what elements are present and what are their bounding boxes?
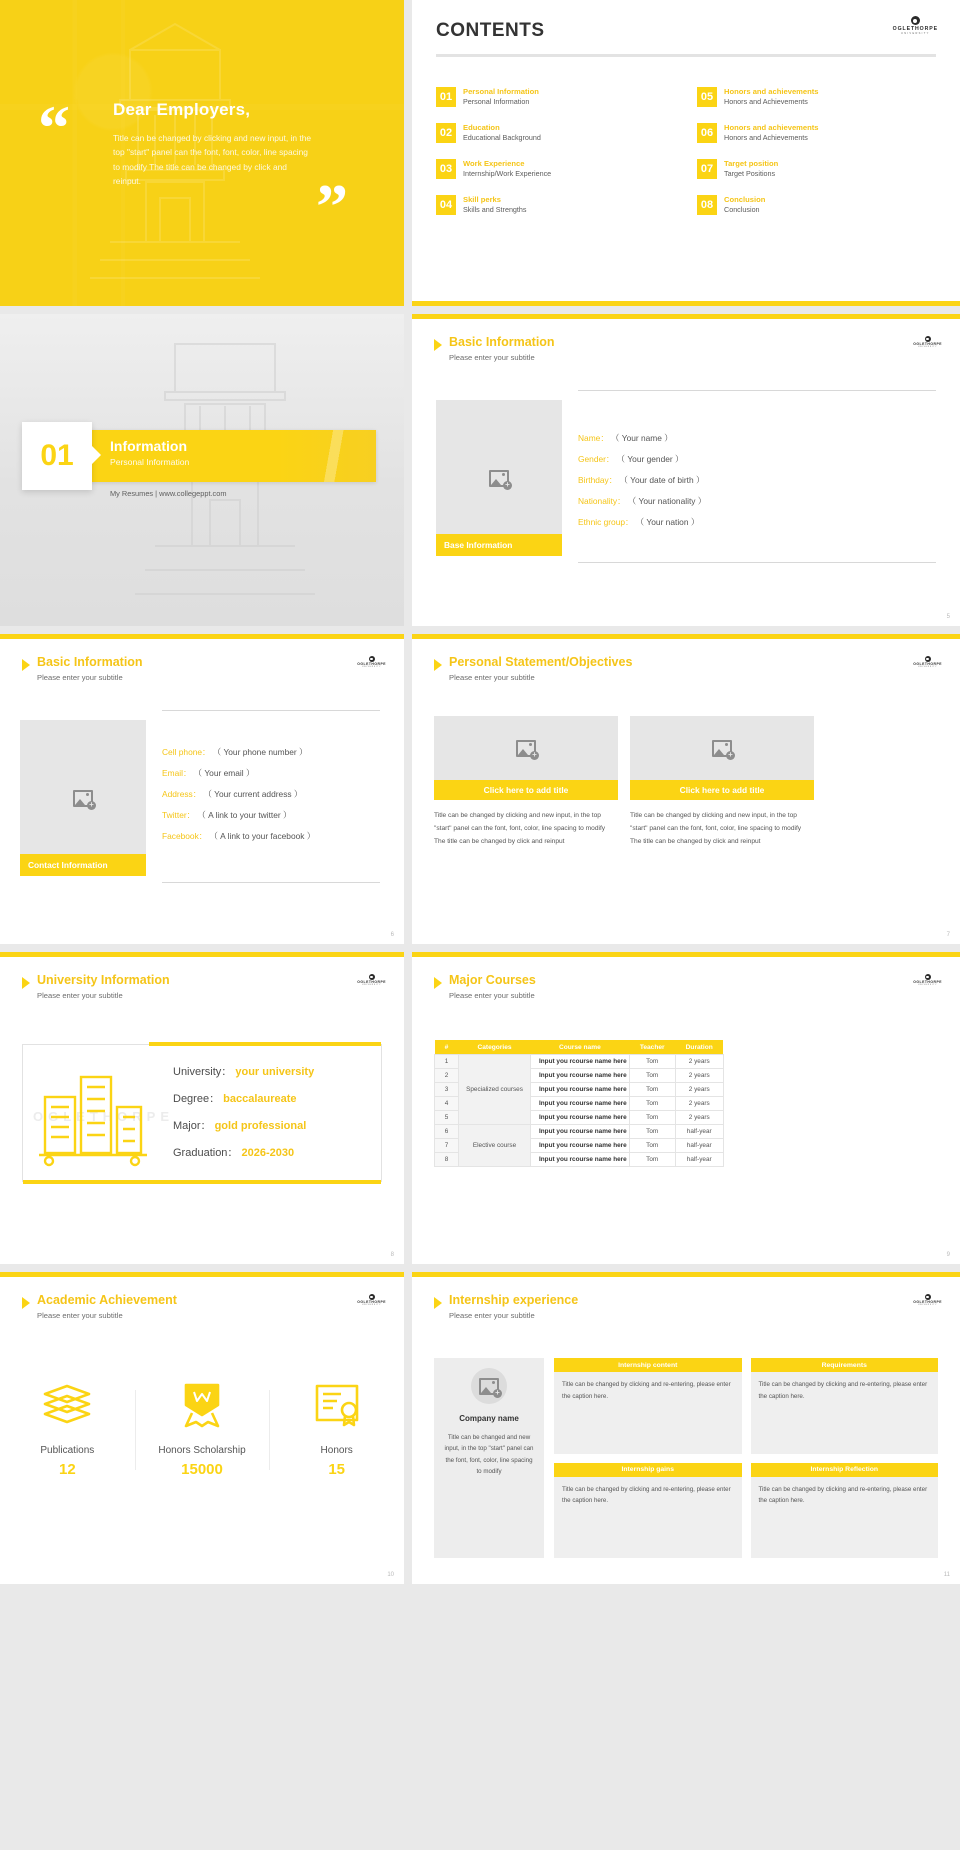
row-duration: 2 years xyxy=(675,1069,723,1083)
field-value: （ A link to your facebook ） xyxy=(209,831,316,841)
section-number: 01 xyxy=(22,422,92,490)
row-index: 4 xyxy=(435,1097,459,1111)
statement-card[interactable] xyxy=(434,716,618,849)
field-value: （ Your nation ） xyxy=(635,517,700,527)
page-number: 7 xyxy=(946,932,950,938)
company-description: Title can be changed and new input, in the top "start" panel can the font, font, color, line spacing to modify xyxy=(444,1434,534,1476)
row-course-name: Input you rcourse name here xyxy=(531,1125,630,1139)
row-teacher: Tom xyxy=(629,1125,675,1139)
card-body-text: Title can be changed by clicking and new input, in the top "start" panel can the font, font, color, line spacing to modify The title can be changed by click and reinput xyxy=(434,812,606,845)
logo-mark-icon xyxy=(925,1294,931,1300)
field-value: （ Your date of birth ） xyxy=(619,475,705,485)
stat-value: 12 xyxy=(58,1461,76,1478)
photo-caption-tag: Contact Information xyxy=(20,854,146,877)
field-row xyxy=(162,767,386,779)
column-header: Duration xyxy=(675,1040,723,1055)
achievement-stats xyxy=(0,1382,404,1478)
toc-item[interactable] xyxy=(436,195,675,215)
logo-mark-icon xyxy=(369,974,375,980)
top-accent-bar xyxy=(412,634,960,639)
row-index: 3 xyxy=(435,1083,459,1097)
field-key: Ethnic group： xyxy=(578,517,634,527)
slide-header xyxy=(434,656,632,682)
triangle-bullet-icon xyxy=(434,977,442,989)
toc-item[interactable] xyxy=(436,123,675,143)
field-row xyxy=(578,432,936,444)
stat-value: 15000 xyxy=(181,1461,223,1478)
field-key: Twitter： xyxy=(162,810,196,820)
field-row xyxy=(578,474,936,486)
table-header-row xyxy=(435,1040,724,1055)
image-placeholder-icon: + xyxy=(516,740,536,757)
row-category: Elective course xyxy=(459,1125,531,1167)
internship-cell[interactable] xyxy=(751,1358,939,1454)
slide-contents[interactable] xyxy=(412,0,960,306)
slide-university-information[interactable] xyxy=(0,952,404,1264)
toc-item[interactable] xyxy=(697,159,936,179)
logo-subtitle: UNIVERSITY xyxy=(901,32,930,36)
slide-academic-achievement[interactable] xyxy=(0,1272,404,1584)
slide-header xyxy=(22,656,143,682)
section-footer: My Resumes | www.collegeppt.com xyxy=(110,489,227,498)
contents-bottom-accent-bar xyxy=(412,301,960,306)
logo-name: OGLETHORPE xyxy=(913,342,942,346)
toc-title: Personal Information xyxy=(463,87,539,96)
page-number: 10 xyxy=(387,1572,394,1578)
toc-subtitle: Educational Background xyxy=(463,133,541,143)
field-bottom-divider xyxy=(578,562,936,563)
page-title: Academic Achievement xyxy=(37,1293,177,1307)
university-field-list xyxy=(173,1063,314,1160)
field-row xyxy=(173,1144,314,1160)
row-duration: half-year xyxy=(675,1125,723,1139)
toc-title: Honors and achievements xyxy=(724,87,819,96)
toc-subtitle: Target Positions xyxy=(724,169,776,179)
logo-subtitle: UNIVERSITY xyxy=(361,984,382,987)
toc-item[interactable] xyxy=(436,87,675,107)
triangle-bullet-icon xyxy=(434,659,442,671)
slide-header xyxy=(434,1294,578,1320)
row-duration: 2 years xyxy=(675,1055,723,1069)
toc-subtitle: Skills and Strengths xyxy=(463,205,527,215)
cell-text: Title can be changed by clicking and re-entering, please enter the caption here. xyxy=(554,1477,742,1559)
toc-subtitle: Conclusion xyxy=(724,205,760,215)
page-number: 11 xyxy=(943,1572,950,1578)
company-name: Company name xyxy=(459,1414,519,1423)
toc-title: Honors and achievements xyxy=(724,123,819,132)
university-card xyxy=(22,1044,382,1182)
row-index: 1 xyxy=(435,1055,459,1069)
field-row xyxy=(162,746,386,758)
oglethorpe-logo xyxy=(357,974,386,987)
courses-table[interactable] xyxy=(434,1040,724,1167)
photo-placeholder[interactable] xyxy=(471,1368,507,1404)
logo-name: OGLETHORPE xyxy=(357,980,386,984)
oglethorpe-logo xyxy=(357,1294,386,1307)
row-index: 8 xyxy=(435,1153,459,1167)
toc-item[interactable] xyxy=(436,159,675,179)
oglethorpe-logo xyxy=(913,974,942,987)
page-number: 9 xyxy=(946,1252,950,1258)
quote-close-icon: ” xyxy=(316,171,348,242)
slide-header xyxy=(434,974,536,1000)
field-row xyxy=(578,453,936,465)
image-placeholder-icon: + xyxy=(479,1378,499,1395)
row-teacher: Tom xyxy=(629,1153,675,1167)
page-subtitle: Please enter your subtitle xyxy=(37,672,123,682)
page-title: Basic Information xyxy=(449,335,555,349)
column-header: # xyxy=(435,1040,459,1055)
photo-placeholder[interactable] xyxy=(20,720,146,876)
row-index: 7 xyxy=(435,1139,459,1153)
row-teacher: Tom xyxy=(629,1097,675,1111)
field-row xyxy=(578,516,936,528)
toc-number: 05 xyxy=(697,87,717,107)
logo-name: OGLETHORPE xyxy=(892,26,938,32)
field-key: Degree： xyxy=(173,1093,221,1105)
oglethorpe-logo xyxy=(913,336,942,349)
stat-value: 15 xyxy=(328,1461,346,1478)
contact-field-list xyxy=(162,746,386,842)
top-accent-bar xyxy=(0,952,404,957)
logo-mark-icon xyxy=(369,1294,375,1300)
oglethorpe-logo xyxy=(913,656,942,669)
toc-number: 04 xyxy=(436,195,456,215)
oglethorpe-logo xyxy=(913,1294,942,1307)
books-icon xyxy=(39,1382,95,1428)
page-number: 8 xyxy=(390,1252,394,1258)
top-accent-bar xyxy=(412,1272,960,1277)
logo-subtitle: UNIVERSITY xyxy=(917,346,938,349)
stat-item[interactable] xyxy=(269,1382,404,1478)
row-duration: 2 years xyxy=(675,1083,723,1097)
top-accent-bar xyxy=(412,952,960,957)
contents-list xyxy=(436,87,936,215)
row-index: 6 xyxy=(435,1125,459,1139)
toc-title: Target position xyxy=(724,159,779,168)
toc-number: 03 xyxy=(436,159,456,179)
slide-contact-information[interactable] xyxy=(0,634,404,944)
toc-subtitle: Honors and Achievements xyxy=(724,97,808,107)
section-subtitle: Personal Information xyxy=(110,457,190,467)
logo-subtitle: UNIVERSITY xyxy=(917,1304,938,1307)
cell-text: Title can be changed by clicking and re-entering, please enter the caption here. xyxy=(751,1477,939,1559)
row-course-name: Input you rcourse name here xyxy=(531,1153,630,1167)
logo-mark-icon xyxy=(925,336,931,342)
photo-placeholder[interactable] xyxy=(434,716,618,780)
slide-internship-experience[interactable] xyxy=(412,1272,960,1584)
page-title: Major Courses xyxy=(449,973,536,987)
toc-number: 02 xyxy=(436,123,456,143)
cover-body-text: Title can be changed by clicking and new input, in the top "start" panel can the font, font, color, line spacing to modify The title can be changed by click and reinput. xyxy=(113,133,312,187)
field-key: Gender： xyxy=(578,454,615,464)
logo-subtitle: UNIVERSITY xyxy=(917,984,938,987)
triangle-bullet-icon xyxy=(22,1297,30,1309)
page-subtitle: Please enter your subtitle xyxy=(449,352,535,362)
toc-number: 06 xyxy=(697,123,717,143)
cell-heading: Internship content xyxy=(554,1358,742,1372)
photo-caption-tag: Base Information xyxy=(436,534,562,557)
company-panel[interactable] xyxy=(434,1358,544,1558)
field-row xyxy=(162,788,386,800)
column-header: Categories xyxy=(459,1040,531,1055)
image-placeholder-icon: + xyxy=(712,740,732,757)
field-key: University： xyxy=(173,1066,233,1078)
image-placeholder-icon: + xyxy=(73,790,93,807)
row-teacher: Tom xyxy=(629,1069,675,1083)
field-key: Name： xyxy=(578,433,609,443)
row-index: 2 xyxy=(435,1069,459,1083)
slide-header xyxy=(22,974,170,1000)
field-top-divider xyxy=(578,390,936,391)
quote-open-icon: “ xyxy=(38,92,70,163)
field-key: Nationality： xyxy=(578,496,626,506)
internship-cells xyxy=(554,1358,938,1558)
field-key: Address： xyxy=(162,789,202,799)
page-subtitle: Please enter your subtitle xyxy=(37,1310,123,1320)
column-header: Course name xyxy=(531,1040,630,1055)
stat-label: Honors Scholarship xyxy=(158,1445,246,1456)
toc-number: 08 xyxy=(697,195,717,215)
page-title: Personal Statement/Objectives xyxy=(449,655,633,669)
toc-subtitle: Honors and Achievements xyxy=(724,133,808,143)
column-header: Teacher xyxy=(629,1040,675,1055)
medal-icon xyxy=(174,1382,230,1428)
cell-heading: Internship gains xyxy=(554,1463,742,1477)
oglethorpe-logo xyxy=(357,656,386,669)
field-value: your university xyxy=(235,1066,315,1078)
field-row xyxy=(162,830,386,842)
row-teacher: Tom xyxy=(629,1111,675,1125)
internship-cell[interactable] xyxy=(751,1463,939,1559)
stat-item[interactable] xyxy=(135,1382,270,1478)
logo-subtitle: UNIVERSITY xyxy=(361,666,382,669)
statement-card[interactable] xyxy=(630,716,814,849)
field-value: （ Your phone number ） xyxy=(212,747,308,757)
top-accent-bar xyxy=(412,314,960,319)
toc-title: Skill perks xyxy=(463,195,501,204)
page-title: Internship experience xyxy=(449,1293,579,1307)
page-subtitle: Please enter your subtitle xyxy=(37,990,123,1000)
field-key: Cell phone： xyxy=(162,747,211,757)
field-value: （ Your email ） xyxy=(193,768,255,778)
row-duration: 2 years xyxy=(675,1111,723,1125)
toc-item[interactable] xyxy=(697,195,936,215)
stat-label: Publications xyxy=(40,1445,95,1456)
page-title: University Information xyxy=(37,973,170,987)
logo-name: OGLETHORPE xyxy=(913,662,942,666)
cell-heading: Requirements xyxy=(751,1358,939,1372)
row-duration: half-year xyxy=(675,1153,723,1167)
field-value: （ Your name ） xyxy=(611,433,673,443)
page-subtitle: Please enter your subtitle xyxy=(449,1310,535,1320)
page-subtitle: Please enter your subtitle xyxy=(449,990,535,1000)
toc-title: Conclusion xyxy=(724,195,766,204)
page-number: 6 xyxy=(390,932,394,938)
logo-subtitle: UNIVERSITY xyxy=(917,666,938,669)
slide-section-divider[interactable] xyxy=(0,314,404,626)
section-title: Information xyxy=(110,438,187,454)
toc-number: 01 xyxy=(436,87,456,107)
slide-cover[interactable] xyxy=(0,0,404,306)
internship-cell[interactable] xyxy=(554,1358,742,1454)
field-key: Facebook： xyxy=(162,831,208,841)
slide-basic-information[interactable] xyxy=(412,314,960,626)
row-course-name: Input you rcourse name here xyxy=(531,1111,630,1125)
toc-title: Work Experience xyxy=(463,159,525,168)
field-row xyxy=(578,495,936,507)
card-caption-button[interactable]: Click here to add title xyxy=(630,780,814,800)
row-course-name: Input you rcourse name here xyxy=(531,1083,630,1097)
page-number: 5 xyxy=(946,614,950,620)
logo-mark-icon xyxy=(369,656,375,662)
row-course-name: Input you rcourse name here xyxy=(531,1097,630,1111)
photo-placeholder[interactable] xyxy=(630,716,814,780)
cell-text: Title can be changed by clicking and re-entering, please enter the caption here. xyxy=(751,1372,939,1454)
toc-item[interactable] xyxy=(697,87,936,107)
field-top-divider xyxy=(162,710,380,711)
field-value: gold professional xyxy=(214,1120,307,1132)
row-course-name: Input you rcourse name here xyxy=(531,1139,630,1153)
band-arrow-decoration xyxy=(302,430,362,482)
logo-name: OGLETHORPE xyxy=(913,1300,942,1304)
toc-title: Education xyxy=(463,123,500,132)
oglethorpe-logo xyxy=(893,16,938,36)
row-teacher: Tom xyxy=(629,1055,675,1069)
field-row xyxy=(173,1117,314,1133)
logo-mark-icon xyxy=(925,974,931,980)
toc-number: 07 xyxy=(697,159,717,179)
cell-text: Title can be changed by clicking and re-entering, please enter the caption here. xyxy=(554,1372,742,1454)
row-duration: half-year xyxy=(675,1139,723,1153)
triangle-bullet-icon xyxy=(434,1297,442,1309)
stat-item[interactable] xyxy=(0,1382,135,1478)
toc-item[interactable] xyxy=(697,123,936,143)
field-key: Graduation： xyxy=(173,1147,239,1159)
campus-buildings-icon xyxy=(35,1059,151,1169)
basic-field-list xyxy=(578,432,936,528)
field-key: Birthday： xyxy=(578,475,618,485)
slide-personal-statement[interactable] xyxy=(412,634,960,944)
logo-mark-icon xyxy=(925,656,931,662)
field-value: （ Your nationality ） xyxy=(627,496,707,506)
toc-subtitle: Personal Information xyxy=(463,97,530,107)
stat-label: Honors xyxy=(320,1445,353,1456)
page-subtitle: Please enter your subtitle xyxy=(449,672,535,682)
logo-name: OGLETHORPE xyxy=(357,662,386,666)
logo-mark-icon xyxy=(911,16,920,25)
slide-major-courses[interactable] xyxy=(412,952,960,1264)
table-row[interactable] xyxy=(435,1125,724,1139)
row-teacher: Tom xyxy=(629,1083,675,1097)
top-accent-bar xyxy=(0,1272,404,1277)
toc-subtitle: Internship/Work Experience xyxy=(463,169,552,179)
image-placeholder-icon: + xyxy=(489,470,509,487)
page-title: Basic Information xyxy=(37,655,143,669)
triangle-bullet-icon xyxy=(434,339,442,351)
card-top-accent-bar xyxy=(149,1042,381,1046)
field-row xyxy=(162,809,386,821)
field-value: （ A link to your twitter ） xyxy=(197,810,292,820)
photo-placeholder[interactable] xyxy=(436,400,562,556)
card-bottom-accent-bar xyxy=(23,1180,381,1184)
row-duration: 2 years xyxy=(675,1097,723,1111)
field-key: Major： xyxy=(173,1120,212,1132)
internship-cell[interactable] xyxy=(554,1463,742,1559)
field-row xyxy=(173,1063,314,1079)
cover-title: Dear Employers, xyxy=(113,100,251,119)
field-row xyxy=(173,1090,314,1106)
contents-heading: CONTENTS xyxy=(436,20,545,41)
field-bottom-divider xyxy=(162,882,380,883)
slide-header xyxy=(434,336,555,362)
row-index: 5 xyxy=(435,1111,459,1125)
field-value: 2026-2030 xyxy=(241,1147,295,1159)
card-body-text: Title can be changed by clicking and new input, in the top "start" panel can the font, font, color, line spacing to modify The title can be changed by click and reinput xyxy=(630,812,802,845)
card-caption-button[interactable]: Click here to add title xyxy=(434,780,618,800)
logo-name: OGLETHORPE xyxy=(913,980,942,984)
top-accent-bar xyxy=(0,634,404,639)
field-key: Email： xyxy=(162,768,192,778)
cell-heading: Internship Reflection xyxy=(751,1463,939,1477)
row-category: Specialized courses xyxy=(459,1055,531,1125)
row-teacher: Tom xyxy=(629,1139,675,1153)
row-course-name: Input you rcourse name here xyxy=(531,1069,630,1083)
field-value: baccalaureate xyxy=(223,1093,297,1105)
logo-name: OGLETHORPE xyxy=(357,1300,386,1304)
row-course-name: Input you rcourse name here xyxy=(531,1055,630,1069)
table-row[interactable] xyxy=(435,1055,724,1069)
logo-subtitle: UNIVERSITY xyxy=(361,1304,382,1307)
slide-header xyxy=(22,1294,177,1320)
university-watermark: OGLETHORPE xyxy=(33,1109,175,1124)
triangle-bullet-icon xyxy=(22,659,30,671)
contents-divider xyxy=(436,54,936,57)
field-value: （ Your current address ） xyxy=(203,789,303,799)
triangle-bullet-icon xyxy=(22,977,30,989)
field-value: （ Your gender ） xyxy=(616,454,684,464)
certificate-icon xyxy=(309,1382,365,1428)
